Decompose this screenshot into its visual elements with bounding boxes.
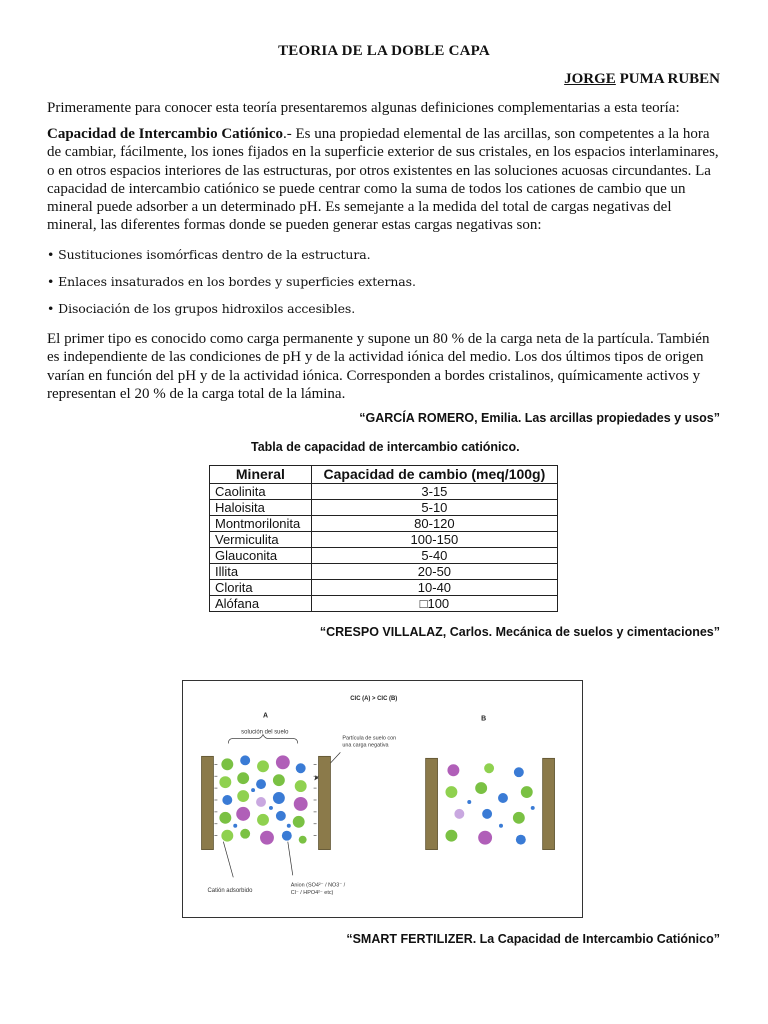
anion-arrow: [288, 842, 293, 876]
solution-bracket: [228, 735, 297, 744]
capacity-cell: □100: [311, 596, 557, 612]
citation-smart-fertilizer: “SMART FERTILIZER. La Capacidad de Intercambio Catiónico”: [346, 932, 720, 946]
bullet-item: • Disociación de los grupos hidroxilos accesibles.: [47, 301, 356, 316]
cic-text: .- Es una propiedad elemental de las arcillas, son competentes a la hora de cambiar, fácilmente, los iones fijados en la superficie exterior de sus cristales, en los espacios interlaminares, o en otros espacios interiores de las estructuras, por otros existentes en las soluciones acuosas circundantes. La capacidad de intercambio catiónico se puede centrar como la suma de todos los cationes de cambio que un mineral puede adsorber a un determinado pH. Es semejante a la medida del total de cargas negativas del mineral, las diferentes formas donde se pueden generar estas cargas negativas son:: [47, 126, 719, 234]
capacity-cell: 3-15: [311, 484, 557, 500]
table-row: [210, 564, 558, 580]
ions-panel-b: [445, 763, 534, 844]
capacity-cell: 10-40: [311, 580, 557, 596]
mineral-cell: Haloisita: [210, 500, 312, 516]
bullet-item: • Sustituciones isomórficas dentro de la estructura.: [47, 247, 371, 262]
column-header-capacity: Capacidad de cambio (meq/100g): [311, 466, 557, 484]
column-header-mineral: Mineral: [210, 466, 312, 484]
capacity-cell: 5-40: [311, 548, 557, 564]
ions-panel-a: [219, 755, 307, 844]
table-header-row: [210, 466, 558, 484]
table-row: [210, 596, 558, 612]
mineral-cell: Vermiculita: [210, 532, 312, 548]
mineral-cell: Glauconita: [210, 548, 312, 564]
cation-label: Catión adsorbido: [207, 888, 253, 895]
table-row: [210, 484, 558, 500]
mineral-cell: Montmorilonita: [210, 516, 312, 532]
author-name: [564, 71, 720, 88]
mineral-cell: Alófana: [210, 596, 312, 612]
clay-plate-right-a: [319, 756, 331, 849]
figure-header: CIC (A) > CIC (B): [350, 695, 398, 702]
cec-table: [209, 465, 558, 612]
cic-definition-paragraph: [47, 125, 723, 235]
capacity-cell: 80-120: [311, 516, 557, 532]
particle-label-line1: Partícula de suelo con: [342, 735, 397, 742]
table-row: [210, 532, 558, 548]
cation-arrow: [223, 842, 233, 878]
particle-label-line2: una carga negativa: [342, 742, 389, 749]
mineral-cell: Clorita: [210, 580, 312, 596]
cic-term: Capacidad de Intercambio Catiónico: [47, 126, 283, 142]
capacity-cell: 100-150: [311, 532, 557, 548]
clay-plate-right-b: [543, 758, 555, 849]
intro-paragraph: Primeramente para conocer esta teoría presentaremos algunas definiciones complementarias a esta teoría:: [47, 100, 680, 116]
figure-label-b: B: [481, 715, 487, 723]
mineral-cell: Illita: [210, 564, 312, 580]
table-row: [210, 516, 558, 532]
citation-crespo-villalaz: “CRESPO VILLALAZ, Carlos. Mecánica de suelos y cimentaciones”: [319, 625, 720, 639]
mineral-cell: Caolinita: [210, 484, 312, 500]
table-row: [210, 500, 558, 516]
cec-diagram-figure: [182, 680, 583, 918]
table-row: [210, 580, 558, 596]
author-last-name: PUMA RUBEN: [615, 71, 720, 87]
bullet-item: • Enlaces insaturados en los bordes y superficies externas.: [47, 274, 416, 289]
charge-type-paragraph: El primer tipo es conocido como carga permanente y supone un 80 % de la carga neta de la partícula. También es independiente de las condiciones de pH y de la actividad iónica del medio. Los dos últimos tipos de origen varían en función del pH y de la actividad iónica. Corresponden a bordes cristalinos, químicamente activos y representan el 20 % de la carga total de la lámina.: [47, 331, 710, 402]
author-first-name: JORGE: [564, 71, 616, 87]
table-caption: Tabla de capacidad de intercambio catiónico.: [251, 440, 520, 454]
solution-label: solución del suelo: [241, 729, 289, 736]
clay-plate-left-b: [426, 758, 438, 849]
document-title: TEORIA DE LA DOBLE CAPA: [278, 43, 490, 59]
capacity-cell: 5-10: [311, 500, 557, 516]
table-row: [210, 548, 558, 564]
clay-plate-left-a: [202, 756, 214, 849]
figure-label-a: A: [263, 712, 269, 720]
capacity-cell: 20-50: [311, 564, 557, 580]
cec-diagram: [183, 681, 582, 917]
citation-garcia-romero: “GARCÍA ROMERO, Emilia. Las arcillas propiedades y usos”: [359, 411, 720, 425]
anion-label-line2: Cl⁻ / HPO4²⁻ etc): [290, 890, 334, 897]
anion-label-line1: Anion (SO4²⁻ / NO3⁻ /: [290, 882, 346, 889]
